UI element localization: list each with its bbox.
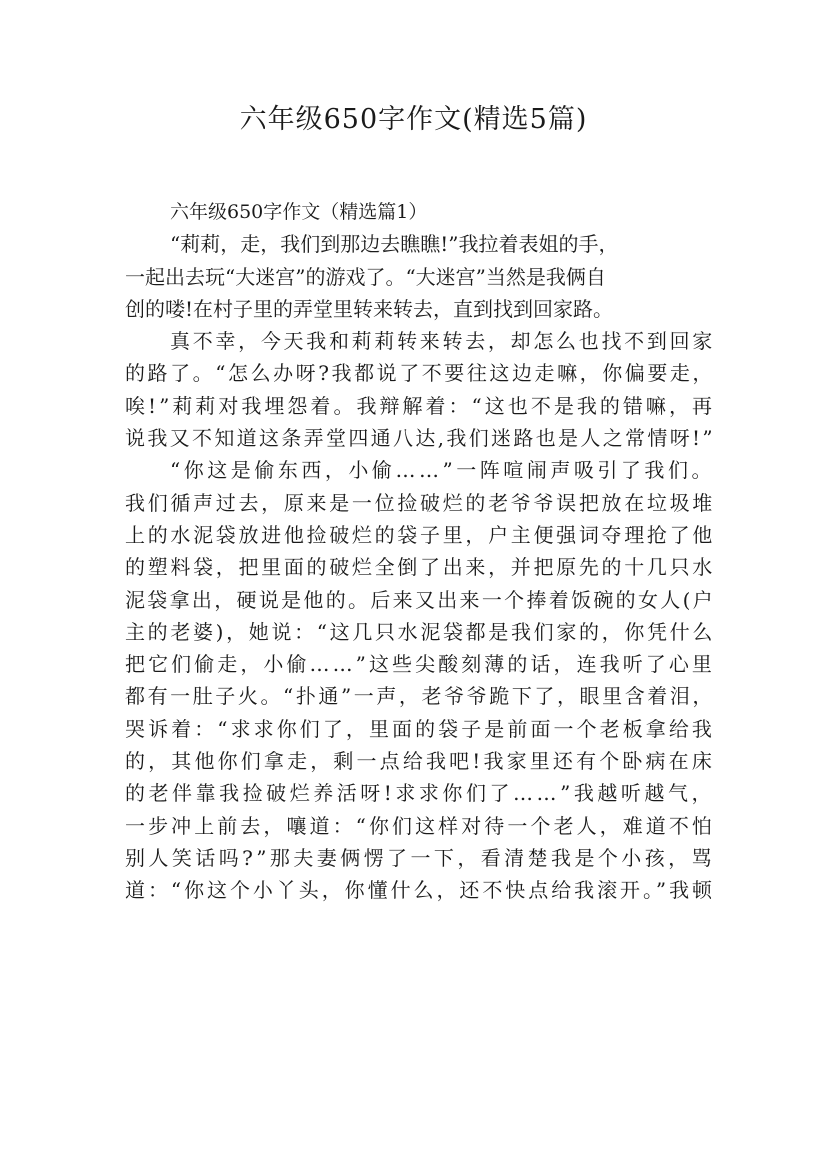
text-line: 上的水泥袋放进他捡破烂的袋子里，户主便强词夺理抢了他 bbox=[125, 522, 715, 547]
text-line: 的老伴靠我捡破烂养活呀!求求你们了……”我越听越气， bbox=[125, 781, 715, 806]
text-line: 一起出去玩“大迷宫”的游戏了。“大迷宫”当然是我俩自 bbox=[125, 264, 606, 289]
text-line: 的，其他你们拿走，剩一点给我吧!我家里还有个卧病在床 bbox=[125, 749, 715, 774]
section-heading: 六年级650字作文（精选篇1） bbox=[170, 201, 428, 223]
text-line: 真不幸，今天我和莉莉转来转去，却怎么也找不到回家 bbox=[170, 329, 715, 354]
text-line: 把它们偷走，小偷……”这些尖酸刻薄的话，连我听了心里 bbox=[125, 652, 715, 677]
text-line: 道：“你这个小丫头，你懂什么，还不快点给我滚开。”我顿 bbox=[125, 878, 715, 903]
text-line: 说我又不知道这条弄堂四通八达,我们迷路也是人之常情呀!” bbox=[125, 426, 715, 451]
text-line: 一步冲上前去，嚷道：“你们这样对待一个老人，难道不怕 bbox=[125, 813, 715, 838]
text-line: “你这是偷东西，小偷……”一阵喧闹声吸引了我们。 bbox=[170, 458, 715, 483]
text-line: 我们循声过去，原来是一位捡破烂的老爷爷误把放在垃圾堆 bbox=[125, 490, 715, 515]
text-line: 别人笑话吗?”那夫妻俩愣了一下，看清楚我是个小孩，骂 bbox=[125, 845, 715, 870]
text-line: 创的喽!在村子里的弄堂里转来转去，直到找到回家路。 bbox=[125, 296, 614, 321]
text-line: 哭诉着：“求求你们了，里面的袋子是前面一个老板拿给我 bbox=[125, 716, 715, 741]
text-line: 的路了。“怎么办呀?我都说了不要往这边走嘛，你偏要走， bbox=[125, 361, 715, 386]
text-line: “莉莉，走，我们到那边去瞧瞧!”我拉着表姐的手， bbox=[170, 232, 619, 257]
text-line: 唉!”莉莉对我埋怨着。我辩解着：“这也不是我的错嘛，再 bbox=[125, 393, 715, 418]
text-line: 主的老婆)，她说：“这几只水泥袋都是我们家的，你凭什么 bbox=[125, 619, 715, 644]
document-body bbox=[125, 196, 715, 907]
text-line: 都有一肚子火。“扑通”一声，老爷爷跪下了，眼里含着泪， bbox=[125, 684, 715, 709]
document-title: 六年级650字作文(精选5篇) bbox=[239, 104, 588, 135]
text-line: 泥袋拿出，硬说是他的。后来又出来一个捧着饭碗的女人(户 bbox=[125, 587, 715, 612]
text-line: 的塑料袋，把里面的破烂全倒了出来，并把原先的十几只水 bbox=[125, 555, 715, 580]
